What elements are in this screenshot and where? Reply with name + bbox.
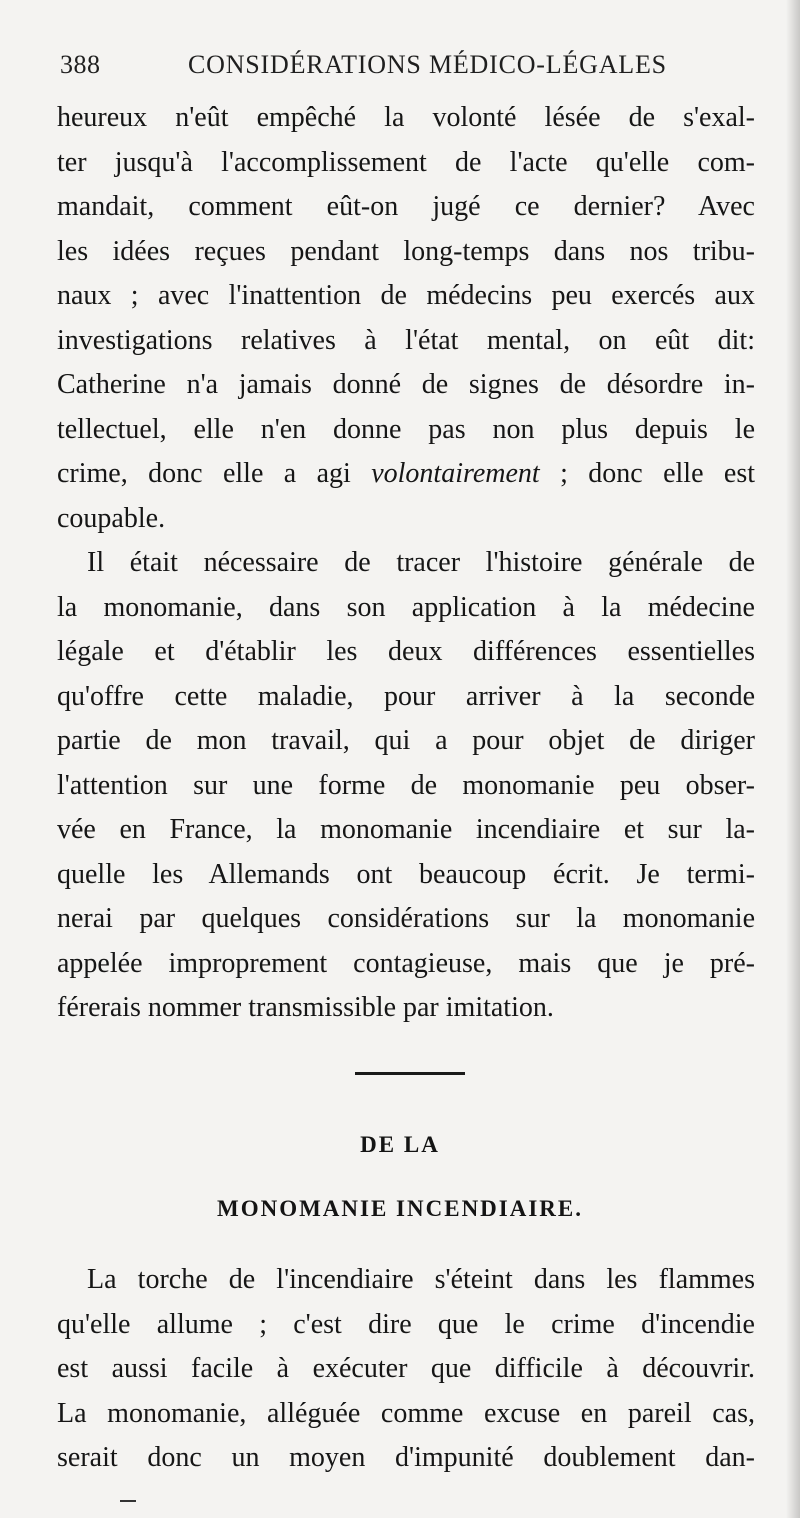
- text-line: quelle les Allemands ont beaucoup écrit. Je termi-: [57, 858, 755, 890]
- section-title-line-2: MONOMANIE INCENDIAIRE.: [216, 1196, 583, 1221]
- text-line: vée en France, la monomanie incendiaire et sur la-: [57, 814, 755, 845]
- running-title: CONSIDÉRATIONS MÉDICO-LÉGALES: [188, 50, 667, 79]
- text-line: La monomanie, alléguée comme excuse en pareil cas,: [57, 1397, 755, 1429]
- section-title-line-1: DE LA: [360, 1132, 440, 1157]
- body-text-section: [57, 1258, 755, 1481]
- text-line: ter jusqu'à l'accomplissement de l'acte qu'elle com-: [57, 146, 755, 178]
- italic-word: volontairement: [371, 458, 540, 489]
- text-line: appelée improprement contagieuse, mais que je pré-: [57, 947, 755, 979]
- text-line: légale et d'établir les deux différences essentielles: [57, 636, 755, 667]
- text-line: qu'offre cette maladie, pour arriver à la seconde: [57, 680, 755, 712]
- footer-mark: [120, 1500, 136, 1502]
- text-line: heureux n'eût empêché la volonté lésée de s'exal-: [57, 102, 755, 133]
- text-line: nerai par quelques considérations sur la monomanie: [57, 903, 755, 934]
- text-line: l'attention sur une forme de monomanie peu obser-: [57, 769, 755, 801]
- text-line: férerais nommer transmissible par imitation.: [57, 992, 554, 1023]
- text-line-with-italic: [57, 452, 755, 497]
- text-line: tellectuel, elle n'en donne pas non plus depuis le: [57, 413, 755, 445]
- running-head: [60, 50, 760, 90]
- text-line: serait donc un moyen d'impunité doublement dan-: [57, 1442, 755, 1473]
- text-line: investigations relatives à l'état mental, on eût dit:: [57, 324, 755, 356]
- section-divider: [355, 1072, 465, 1075]
- page-number: 388: [60, 50, 101, 79]
- text-line: Catherine n'a jamais donné de signes de désordre in-: [57, 369, 755, 400]
- text-line: la monomanie, dans son application à la médecine: [57, 591, 755, 623]
- text-line: partie de mon travail, qui a pour objet de diriger: [57, 725, 755, 756]
- text-line: qu'elle allume ; c'est dire que le crime d'incendie: [57, 1308, 755, 1340]
- text-line: les idées reçues pendant long-temps dans nos tribu-: [57, 235, 755, 267]
- text-line: est aussi facile à exécuter que difficile à découvrir.: [57, 1353, 755, 1384]
- text-line: coupable.: [57, 502, 166, 534]
- text-run: ; donc elle est: [539, 458, 755, 489]
- text-line: La torche de l'incendiaire s'éteint dans les flammes: [87, 1264, 755, 1295]
- body-text: [57, 96, 755, 1031]
- page-edge-shadow: [786, 0, 800, 1518]
- text-line: mandait, comment eût-on jugé ce dernier? Avec: [57, 191, 755, 222]
- text-line: Il était nécessaire de tracer l'histoire générale de: [87, 547, 755, 578]
- text-line: naux ; avec l'inattention de médecins peu exercés aux: [57, 280, 755, 311]
- text-run: crime, donc elle a agi: [57, 458, 372, 489]
